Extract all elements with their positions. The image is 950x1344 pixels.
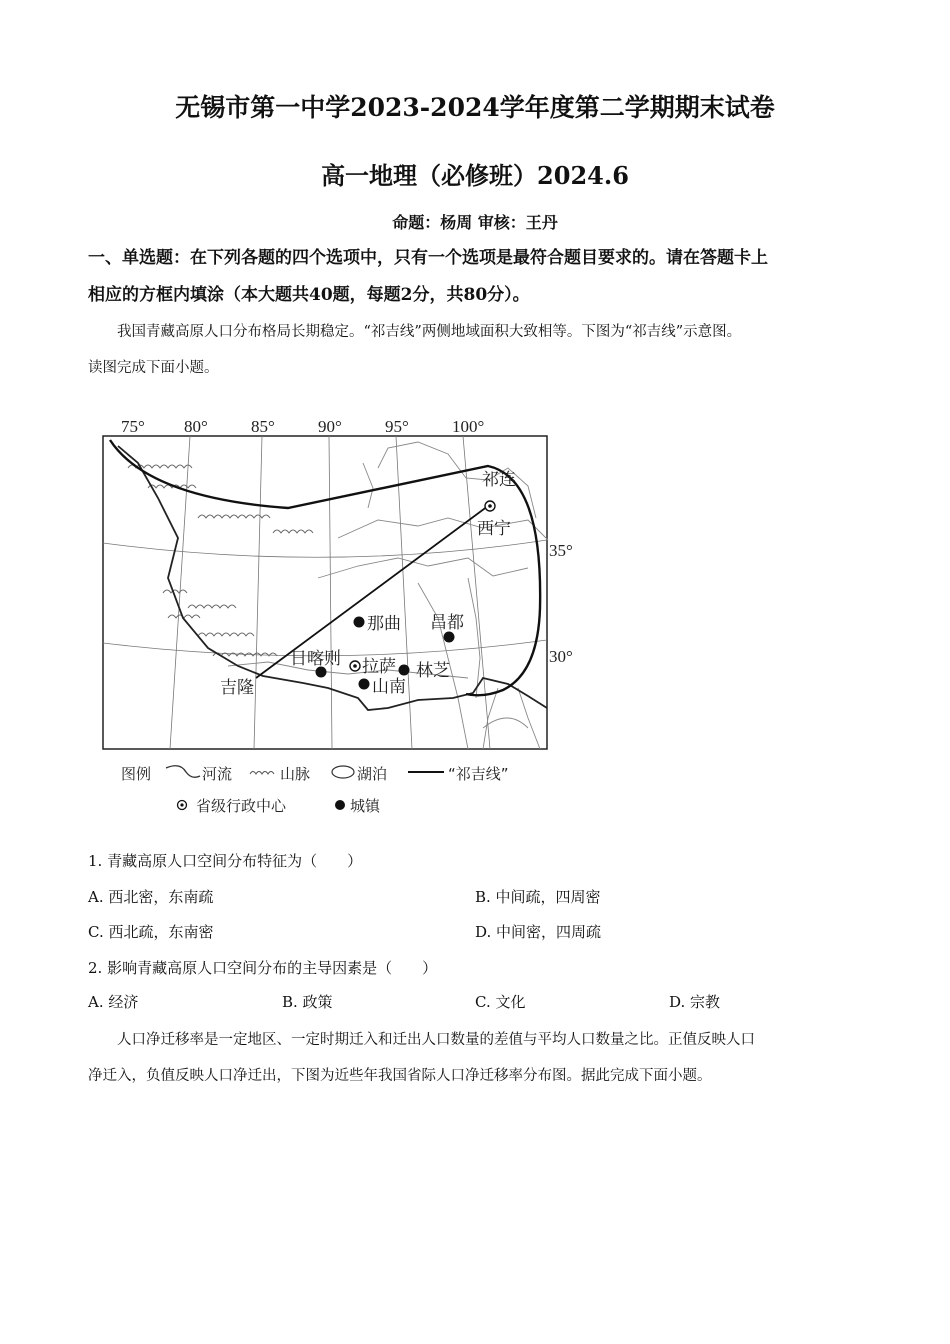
label-naqu: 那曲 [367,614,401,634]
question-2-option-a[interactable]: A. 经济 [88,993,139,1011]
legend-river-icon [166,766,200,778]
question-2-stem: 2. 影响青藏高原人口空间分布的主导因素是（ ） [88,959,438,977]
changdu-marker [444,632,455,643]
map-frame [103,436,547,749]
xining-marker-dot [488,504,492,508]
lon-90: 90° [318,417,342,436]
question-1-option-d[interactable]: D. 中间密，四周疏 [475,923,602,941]
label-jilong: 吉隆 [220,678,254,698]
question-2-option-b[interactable]: B. 政策 [282,993,333,1011]
legend-town-icon [335,800,345,810]
legend-town: 城镇 [350,797,381,815]
shannan-marker [359,679,370,690]
label-lasa: 拉萨 [362,657,396,677]
question-2-option-d[interactable]: D. 宗教 [669,993,721,1011]
legend-mountain: 山脉 [280,765,311,783]
section-heading-line2: 相应的方框内填涂（本大题共40题，每题2分，共80分）。 [88,285,530,305]
lat-30: 30° [549,647,573,666]
lon-75: 75° [121,417,145,436]
label-linzhi: 林芝 [416,661,450,681]
legend-river: 河流 [202,765,233,783]
lon-95: 95° [385,417,409,436]
label-shannan: 山南 [372,677,406,697]
intro2-line1: 人口净迁移率是一定地区、一定时期迁入和迁出人口数量的差值与平均人口数量之比。正值反映人口 [117,1032,755,1048]
exam-title: 无锡市第一中学2023-2024学年度第二学期期末试卷 [175,93,775,122]
map-legend [121,765,509,815]
legend-mountain-icon [250,772,274,775]
question-2-option-c[interactable]: C. 文化 [475,993,526,1011]
lon-80: 80° [184,417,208,436]
intro1-line2: 读图完成下面小题。 [88,360,219,376]
lon-85: 85° [251,417,275,436]
exam-subtitle: 高一地理（必修班）2024.6 [321,161,629,190]
label-qilian: 祁连 [482,470,516,490]
section-heading-line1: 一、单选题：在下列各题的四个选项中，只有一个选项是最符合题目要求的。请在答题卡上 [88,248,768,268]
label-changdu: 昌都 [430,613,464,633]
label-xining: 西宁 [477,519,511,539]
label-rikaze: 日喀则 [290,649,341,669]
lasa-marker-dot [353,664,357,668]
intro1-line1: 我国青藏高原人口分布格局长期稳定。“祁吉线”两侧地域面积大致相等。下图为“祁吉线”示意图。 [117,324,742,340]
legend-lake: 湖泊 [357,765,388,783]
question-1-option-b[interactable]: B. 中间疏，四周密 [475,888,601,906]
linzhi-marker [399,665,410,676]
legend-capital: 省级行政中心 [196,797,287,815]
legend-lake-icon [332,766,354,778]
qiji-line-map [88,408,573,818]
legend-capital-icon-dot [180,803,183,806]
lon-100: 100° [452,417,485,436]
question-1-option-c[interactable]: C. 西北疏，东南密 [88,923,214,941]
author-line: 命题：杨周 审核：王丹 [392,213,558,232]
legend-qiji: “祁吉线” [448,765,509,783]
question-1-option-a[interactable]: A. 西北密，东南疏 [88,888,214,906]
question-1-stem: 1. 青藏高原人口空间分布特征为（ ） [88,852,363,870]
intro2-line2: 净迁入，负值反映人口净迁出，下图为近些年我国省际人口净迁移率分布图。据此完成下面小题。 [88,1068,712,1084]
lat-35: 35° [549,541,573,560]
naqu-marker [354,617,365,628]
legend-title: 图例 [121,765,152,783]
